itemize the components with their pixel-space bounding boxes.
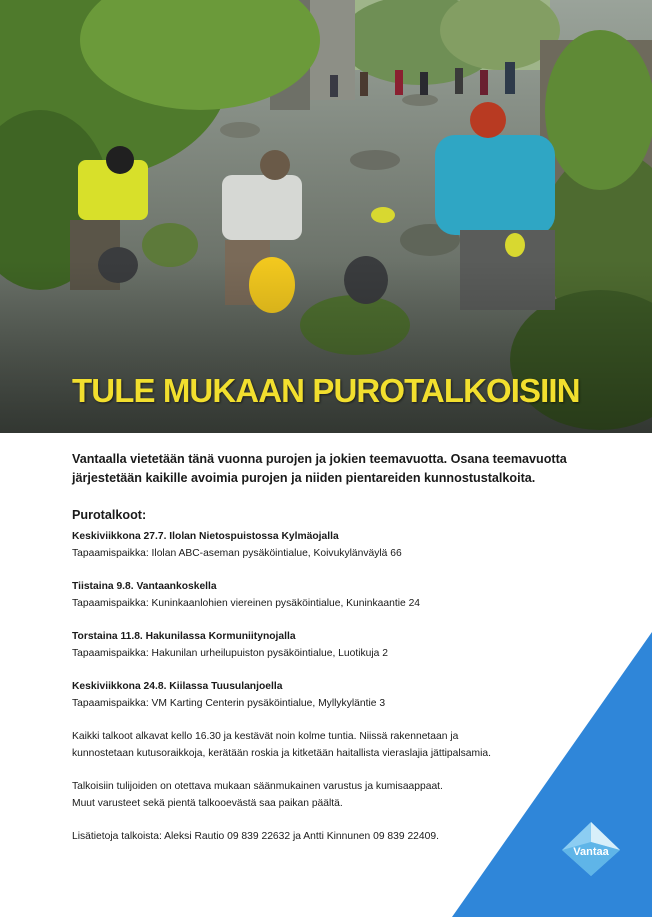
equipment-line: Talkoisiin tulijoiden on otettava mukaan säänmukainen varustus ja kumisaappaat. bbox=[72, 781, 443, 792]
contact-info: Lisätietoja talkoista: Aleksi Rautio 09 839 22632 ja Antti Kinnunen 09 839 22409. bbox=[72, 831, 439, 842]
hero-illustration bbox=[0, 0, 652, 433]
event-meeting-place: Tapaamispaikka: Hakunilan urheilupuiston pysäköintialue, Luotikuja 2 bbox=[72, 648, 388, 659]
event-title: Tiistaina 9.8. Vantaankoskella bbox=[72, 581, 217, 592]
schedule-info-paragraph bbox=[72, 728, 572, 762]
event-meeting-place: Tapaamispaikka: VM Karting Centerin pysäköintialue, Myllykyläntie 3 bbox=[72, 698, 386, 709]
event-item bbox=[72, 678, 572, 712]
hero-photo bbox=[0, 0, 652, 433]
event-item bbox=[72, 528, 572, 562]
logo-wordmark: Vantaa bbox=[573, 846, 609, 858]
event-title: Keskiviikkona 27.7. Ilolan Nietospuistossa Kylmäojalla bbox=[72, 531, 339, 542]
event-item bbox=[72, 578, 572, 612]
equipment-paragraph bbox=[72, 778, 572, 812]
equipment-line: Muut varusteet sekä pientä talkooevästä saa paikan päältä. bbox=[72, 798, 343, 809]
schedule-info-line: kunnostetaan kutusoraikkoja, kerätään roskia ja kitketään haitallista vieraslajia jättipalsamia. bbox=[72, 748, 491, 759]
event-item bbox=[72, 628, 572, 662]
event-meeting-place: Tapaamispaikka: Ilolan ABC-aseman pysäköintialue, Koivukylänväylä 66 bbox=[72, 548, 402, 559]
event-title: Torstaina 11.8. Hakunilassa Kormuniitynojalla bbox=[72, 631, 296, 642]
event-title: Keskiviikkona 24.8. Kiilassa Tuusulanjoella bbox=[72, 681, 283, 692]
poster-body bbox=[72, 450, 572, 861]
intro-paragraph: Vantaalla vietetään tänä vuonna purojen ja jokien teemavuotta. Osana teemavuotta järjestetään kaikille avoimia purojen ja niiden pientareiden kunnostustalkoita. bbox=[72, 452, 567, 485]
schedule-info-line: Kaikki talkoot alkavat kello 16.30 ja kestävät noin kolme tuntia. Niissä rakennetaan ja bbox=[72, 731, 459, 742]
events-heading: Purotalkoot: bbox=[72, 508, 147, 522]
poster-title: TULE MUKAAN PUROTALKOISIIN bbox=[72, 372, 580, 409]
event-meeting-place: Tapaamispaikka: Kuninkaanlohien viereinen pysäköintialue, Kuninkaantie 24 bbox=[72, 598, 421, 609]
